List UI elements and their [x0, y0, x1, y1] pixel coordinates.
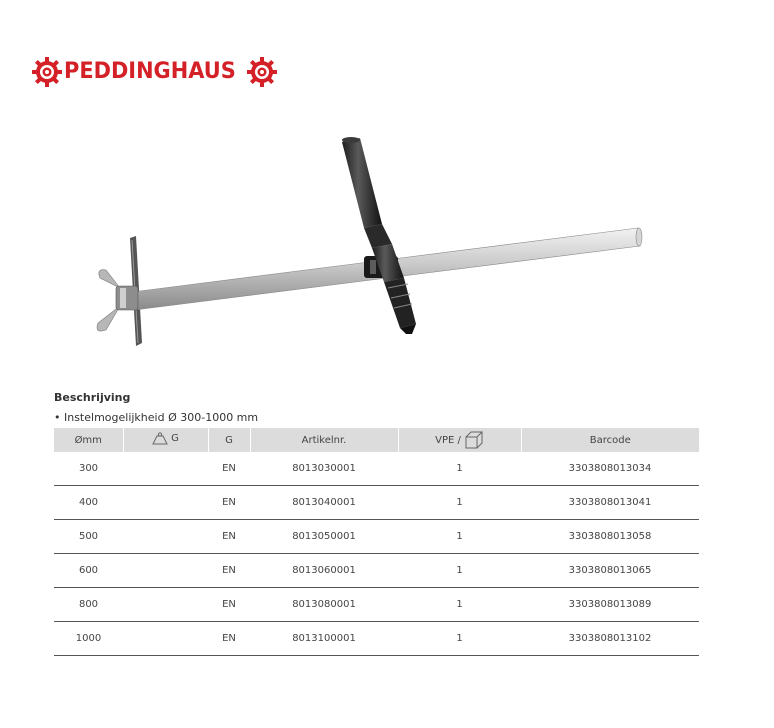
- cell-thread: EN: [208, 486, 250, 520]
- header-barcode: Barcode: [521, 428, 699, 452]
- cell-weight: [123, 486, 208, 520]
- header-thread: G: [208, 428, 250, 452]
- package-box-icon: [464, 430, 484, 450]
- table-header-row: [54, 428, 699, 452]
- gear-icon: [32, 57, 62, 87]
- cell-diameter: 400: [54, 486, 123, 520]
- cell-diameter: 1000: [54, 622, 123, 656]
- table-row: [54, 622, 699, 656]
- header-weight: G: [123, 428, 208, 452]
- cell-vpe: 1: [398, 554, 521, 588]
- cell-barcode: 3303808013102: [521, 622, 699, 656]
- cell-vpe: 1: [398, 486, 521, 520]
- header-diameter: Ømm: [54, 428, 123, 452]
- cell-article: 8013100001: [250, 622, 398, 656]
- cell-weight: [123, 520, 208, 554]
- product-image: [92, 128, 652, 356]
- cell-weight: [123, 622, 208, 656]
- cell-diameter: 600: [54, 554, 123, 588]
- cell-vpe: 1: [398, 622, 521, 656]
- description-title: Beschrijving: [54, 391, 131, 404]
- table-row: [54, 554, 699, 588]
- cell-diameter: 800: [54, 588, 123, 622]
- cell-barcode: 3303808013089: [521, 588, 699, 622]
- cell-thread: EN: [208, 588, 250, 622]
- cell-barcode: 3303808013058: [521, 520, 699, 554]
- cell-diameter: 500: [54, 520, 123, 554]
- center-handle: [342, 137, 416, 334]
- cell-article: 8013030001: [250, 452, 398, 486]
- cell-weight: [123, 554, 208, 588]
- brand-name: PEDDINGHAUS: [64, 59, 236, 84]
- scale-weight-icon: [152, 432, 168, 445]
- cell-weight: [123, 588, 208, 622]
- cell-thread: EN: [208, 554, 250, 588]
- cell-article: 8013080001: [250, 588, 398, 622]
- header-article: Artikelnr.: [250, 428, 398, 452]
- cell-barcode: 3303808013041: [521, 486, 699, 520]
- cell-thread: EN: [208, 520, 250, 554]
- header-vpe: VPE /: [398, 428, 521, 452]
- wing-nut: [97, 270, 138, 331]
- cell-thread: EN: [208, 452, 250, 486]
- cell-vpe: 1: [398, 520, 521, 554]
- cell-article: 8013050001: [250, 520, 398, 554]
- spec-table: [54, 428, 699, 656]
- cell-vpe: 1: [398, 452, 521, 486]
- cell-thread: EN: [208, 622, 250, 656]
- brand-logo: [32, 56, 277, 88]
- cell-vpe: 1: [398, 588, 521, 622]
- table-row: [54, 520, 699, 554]
- table-row: [54, 588, 699, 622]
- description-bullet: • Instelmogelijkheid Ø 300-1000 mm: [54, 411, 259, 424]
- cell-barcode: 3303808013034: [521, 452, 699, 486]
- table-row: [54, 452, 699, 486]
- cell-diameter: 300: [54, 452, 123, 486]
- gear-icon: [247, 57, 277, 87]
- cell-barcode: 3303808013065: [521, 554, 699, 588]
- cell-weight: [123, 452, 208, 486]
- cell-article: 8013040001: [250, 486, 398, 520]
- cell-article: 8013060001: [250, 554, 398, 588]
- table-row: [54, 486, 699, 520]
